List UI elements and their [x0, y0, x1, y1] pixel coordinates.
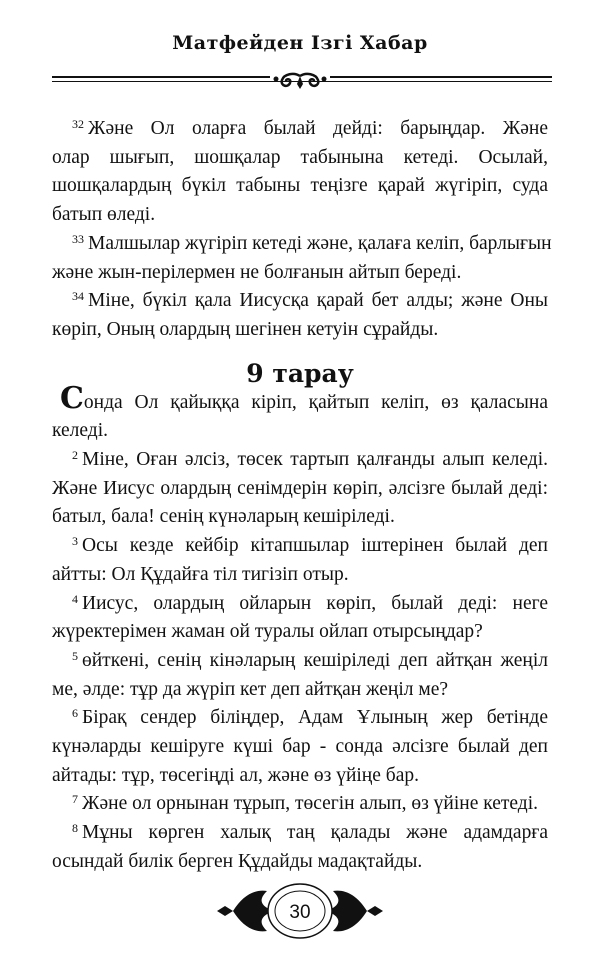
verse: [52, 590, 548, 647]
verse-text: Малшылар жүгіріп кетеді және, қалаға келіп, барлығын: [88, 232, 552, 254]
verse-text: Және Иисус олардың сенімдерін көріп, әлсізге былай деді:: [52, 477, 548, 499]
verse-line: [52, 819, 548, 848]
verse-line: [52, 144, 548, 173]
verse-text: күнәларды кешіруге күші бар - сонда әлсізге былай деп: [52, 736, 548, 758]
verse-line: [52, 618, 548, 647]
verse-text: Және ол орнынан тұрып, төсегін алып, өз үйіне кетеді.: [82, 793, 539, 815]
page-number-ornament: [215, 875, 385, 945]
verse: [52, 704, 548, 790]
verse-text: Осы кезде кейбір кітапшылар іштерінен былай деп: [82, 535, 548, 557]
verse-number: 33: [72, 231, 84, 246]
verse-text: айтты: Ол Құдайға тіл тигізіп отыр.: [52, 563, 349, 585]
verse-text: және жын-перілермен не болғанын айтып береді.: [52, 261, 462, 283]
verse-text: жүректерімен жаман ой туралы ойлап отырсыңдар?: [52, 621, 483, 643]
verse-line: [52, 704, 548, 733]
verse-line: [52, 848, 548, 877]
verse-text: Бірақ сендер біліңдер, Адам Ұлының жер бетінде: [82, 707, 548, 729]
verse-text: осындай билік берген Құдайды мадақтайды.: [52, 850, 423, 872]
verse-line: [52, 446, 548, 475]
verse-line: [52, 115, 548, 144]
running-header: Матфейден Ізгі Хабар: [172, 32, 428, 54]
verse-line: [52, 287, 548, 316]
header-ornament-icon: [270, 70, 330, 92]
verse-number: 6: [72, 706, 78, 721]
verse-line: [52, 380, 548, 418]
verse-line: [52, 790, 548, 819]
verse-line: [52, 733, 548, 762]
verse-line: [52, 259, 548, 288]
verse-text: батып өледі.: [52, 204, 156, 226]
verse-text: батыл, бала! сенің күнәларың кешіріледі.: [52, 506, 395, 528]
verse-line: [52, 676, 548, 705]
drop-cap: С: [60, 380, 84, 416]
verse-number: 8: [72, 821, 78, 836]
verse: [52, 287, 548, 344]
verse-text: Және Ол оларға былай дейді: барыңдар. Және: [88, 118, 548, 139]
verse-line: [52, 561, 548, 590]
verse-line: [52, 762, 548, 791]
verse-text: Мұны көрген халық таң қалады және адамдарға: [82, 822, 548, 844]
verse-number: 3: [72, 534, 78, 549]
verse-text: келеді.: [52, 420, 108, 442]
verse-line: [52, 503, 548, 532]
verse: [52, 115, 548, 230]
verse-line: [52, 590, 548, 619]
verse-number: 7: [72, 792, 78, 807]
verse-line: [52, 647, 548, 676]
verse-line: [52, 475, 548, 504]
verse-line: [52, 230, 552, 259]
verse: [52, 790, 548, 819]
chapter-title: 9 тарау: [246, 358, 354, 388]
verse-line: [52, 532, 548, 561]
verse-text: онда Ол қайыққа кіріп, қайтып келіп, өз қаласына: [83, 391, 548, 413]
verse-text: көріп, Оның олардың шегінен кетуін сұрайды.: [52, 318, 439, 340]
verse-text: шошқалардың бүкіл табыны теңізге қарай жүгіріп, суда: [52, 175, 548, 197]
verse-text: Міне, Оған әлсіз, төсек тартып қалғанды алып келеді.: [82, 449, 548, 471]
page-body: [52, 115, 552, 877]
page-number: 30: [289, 902, 311, 923]
verse-text: айтады: тұр, төсегіңді ал, және өз үйіңе бар.: [52, 764, 419, 786]
verse-text: өйткені, сенің кінәларың кешіріледі деп айтқан жеңіл: [82, 649, 548, 671]
verse-text: олар шығып, шошқалар табынына кетеді. Осылай,: [52, 146, 548, 168]
verse-number: 4: [72, 591, 78, 606]
verse-text: Иисус, олардың ойларын көріп, былай деді: неге: [82, 592, 548, 614]
verse-1: [52, 380, 548, 446]
verse-text: Міне, бүкіл қала Иисусқа қарай бет алды; және Оны: [88, 290, 548, 312]
verse-line: [52, 201, 548, 230]
verse-number: 5: [72, 648, 78, 663]
verse-line: [52, 172, 548, 201]
verse: [52, 532, 548, 589]
verse: [52, 446, 548, 532]
verse: [52, 819, 548, 876]
verse: [52, 230, 552, 287]
verse-line: [52, 417, 548, 446]
verse-line: [52, 316, 548, 345]
verse-number: 2: [72, 448, 78, 463]
verse-text: ме, әлде: тұр да жүріп кет деп айтқан жеңіл ме?: [52, 678, 449, 700]
verse-number: 34: [72, 289, 84, 304]
verse: [52, 647, 548, 704]
verse-number: 32: [72, 117, 84, 131]
